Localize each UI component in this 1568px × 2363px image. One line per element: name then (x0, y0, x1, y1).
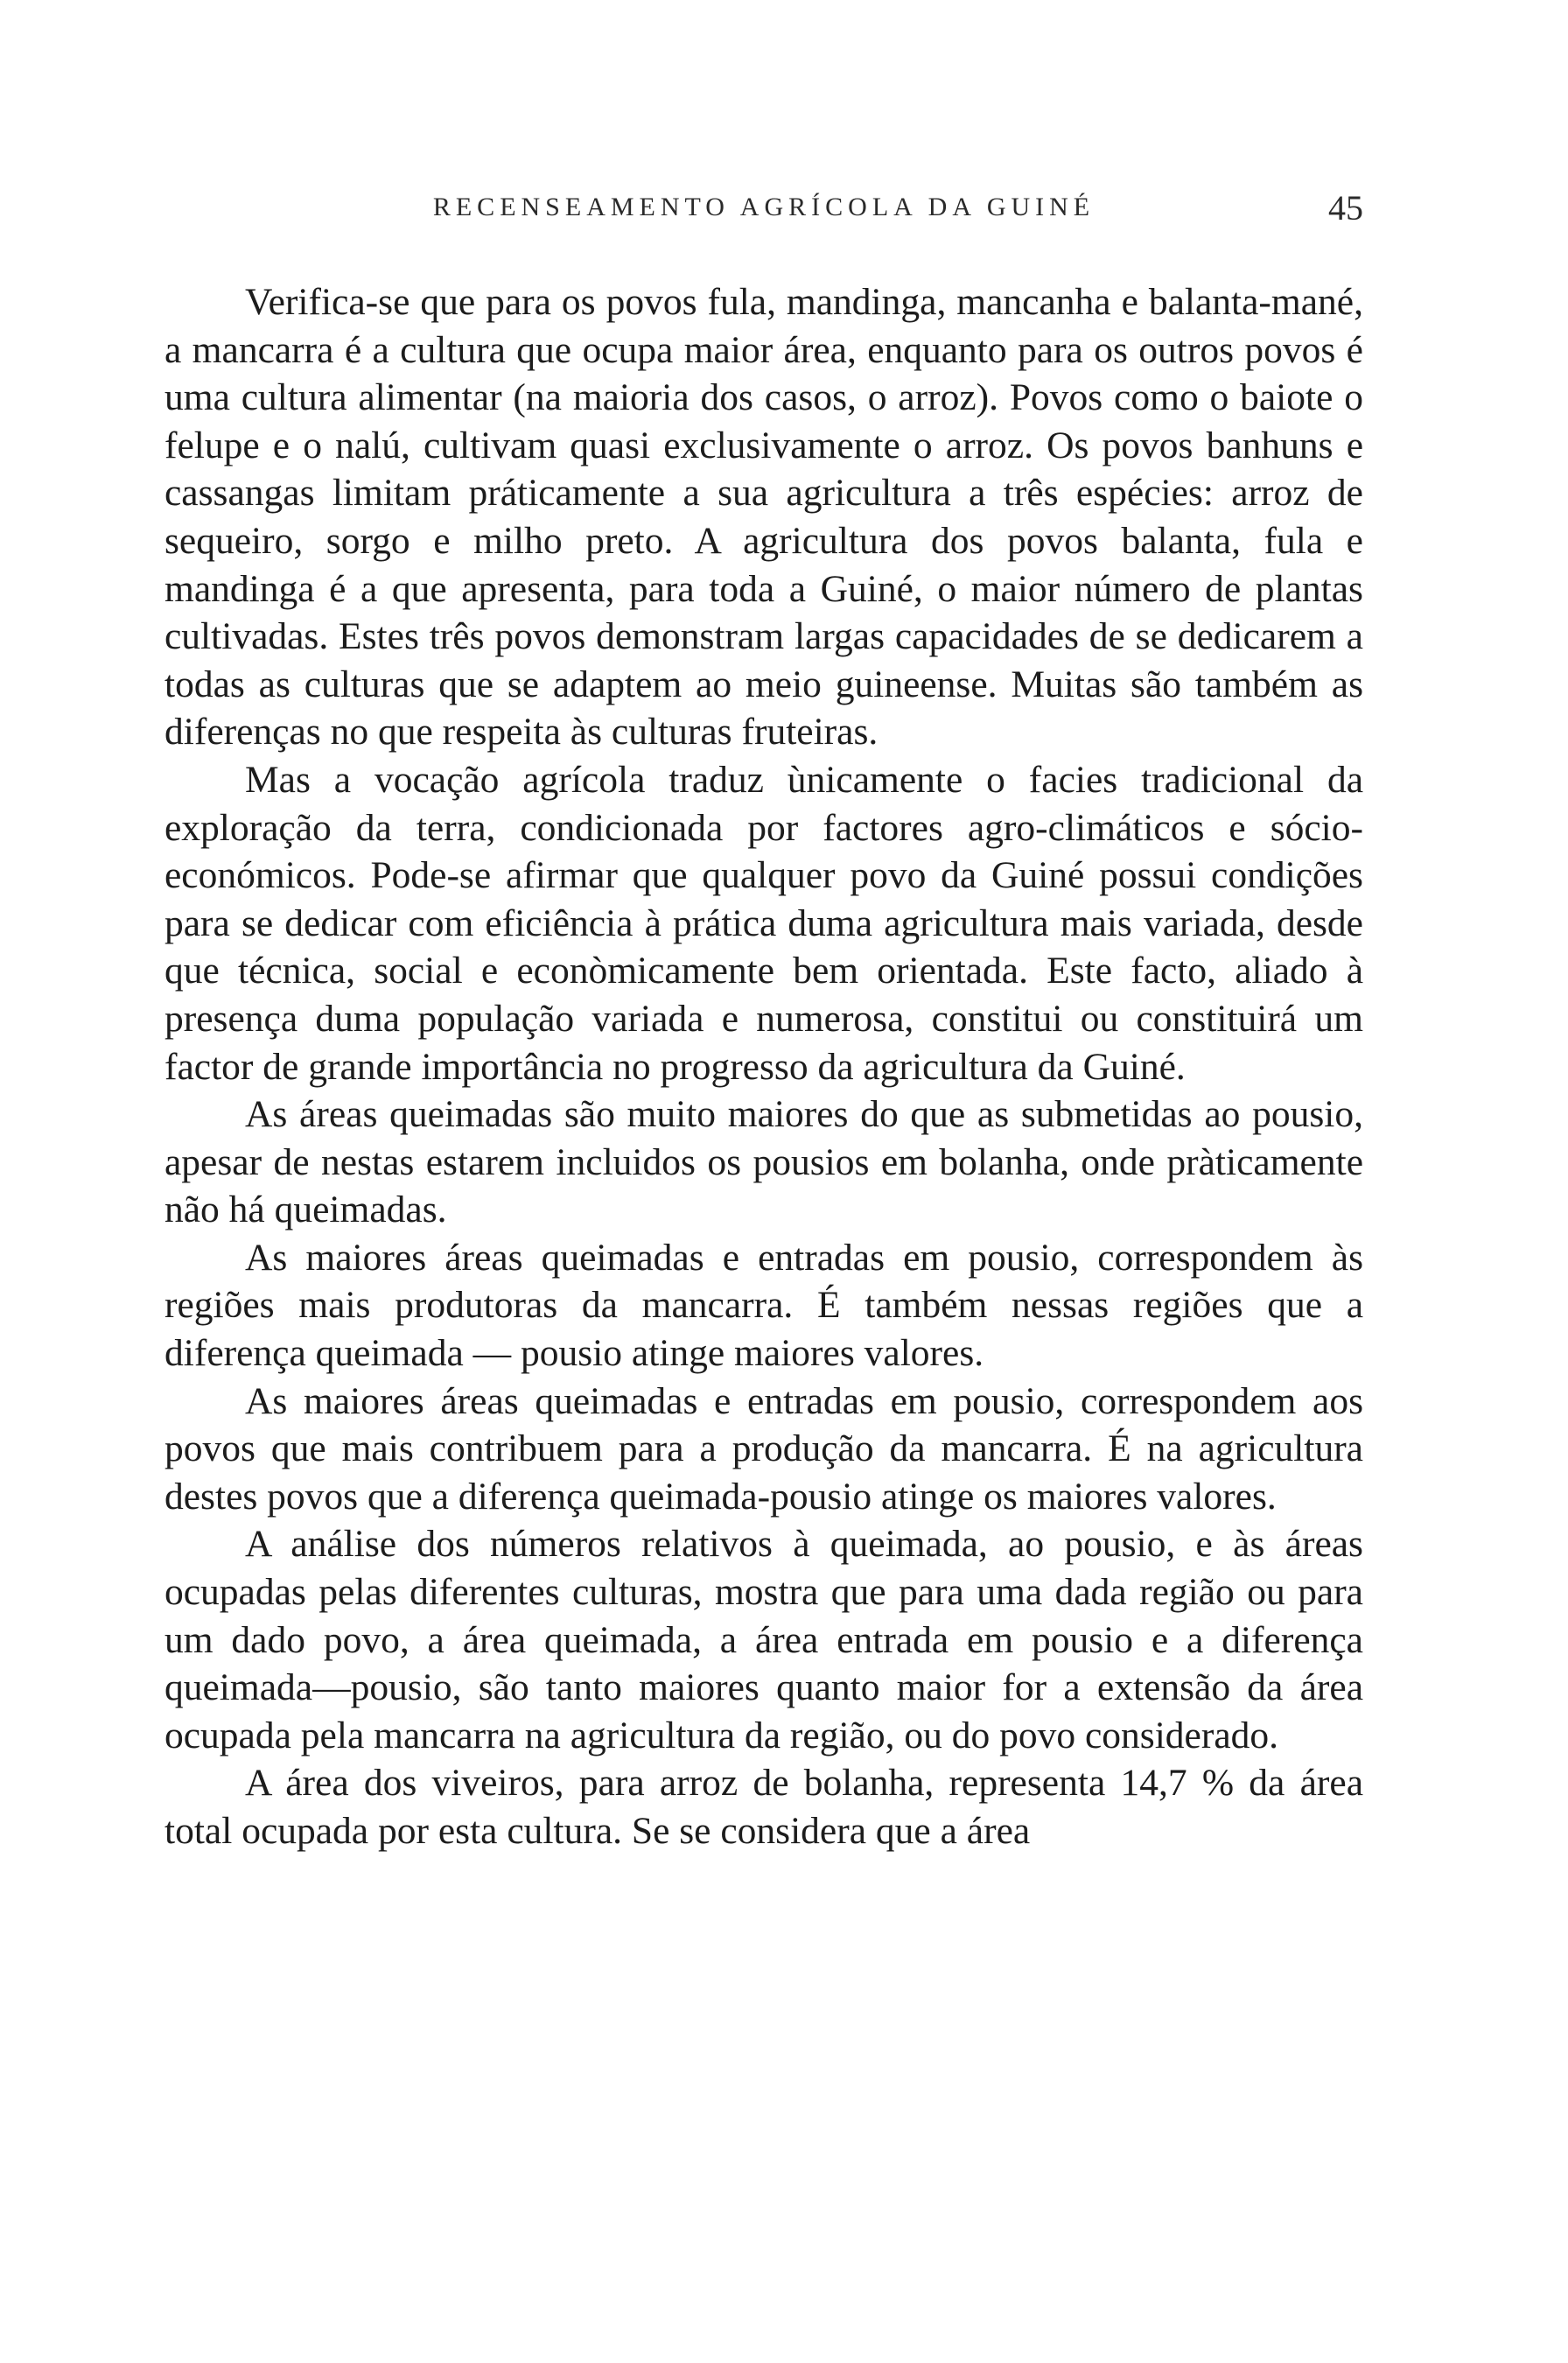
paragraph-3: As áreas queimadas são muito maiores do que as submetidas ao pousio, apesar de nestas estarem incluidos os pousios em bolanha, onde pràticamente não há queimadas. (164, 1093, 1363, 1231)
running-title: RECENSEAMENTO AGRÍCOLA DA GUINÉ (432, 193, 1096, 221)
body-text (164, 278, 1363, 1855)
paragraph-6: A análise dos números relativos à queimada, ao pousio, e às áreas ocupadas pelas diferentes culturas, mostra que para uma dada região ou para um dado povo, a área queimada, a área entrada em pousio e a diferença queimada—pousio, são tanto maiores quanto maior for a extensão da área ocupada pela mancarra na agricultura da região, ou do povo considerado. (164, 1523, 1363, 1756)
paragraph-2: Mas a vocação agrícola traduz ùnicamente o facies tradicional da exploração da terra, condicionada por factores agro-climáticos e sócio-económicos. Pode-se afirmar que qualquer povo da Guiné possui condições para se dedicar com eficiência à prática duma agricultura mais variada, desde que técnica, social e econòmicamente bem orientada. Este facto, aliado à presença duma população variada e numerosa, constitui ou constituirá um factor de grande importância no progresso da agricultura da Guiné. (164, 758, 1363, 1088)
page-number: 45 (1328, 188, 1363, 228)
running-head (164, 187, 1363, 231)
paragraph-4: As maiores áreas queimadas e entradas em pousio, correspondem às regiões mais produtoras da mancarra. É também nessas regiões que a diferença queimada — pousio atinge maiores valores. (164, 1236, 1363, 1375)
paragraph-1: Verifica-se que para os povos fula, mandinga, mancanha e balanta-mané, a mancarra é a cultura que ocupa maior área, enquanto para os outros povos é uma cultura alimentar (na maioria dos casos, o arroz). Povos como o baiote o felupe e o nalú, cultivam quasi exclusivamente o arroz. Os povos banhuns e cassangas limitam práticamente a sua agricultura a três espécies: arroz de sequeiro, sorgo e milho preto. A agricultura dos povos balanta, fula e mandinga é a que apresenta, para toda a Guiné, o maior número de plantas cultivadas. Estes três povos demonstram largas capacidades de se dedicarem a todas as culturas que se adaptem ao meio guineense. Muitas são também as diferenças no que respeita às culturas fruteiras. (164, 281, 1363, 754)
paragraph-5: As maiores áreas queimadas e entradas em pousio, correspondem aos povos que mais contribuem para a produção da mancarra. É na agricultura destes povos que a diferença queimada-pousio atinge os maiores valores. (164, 1379, 1363, 1518)
paragraph-7: A área dos viveiros, para arroz de bolanha, representa 14,7 % da área total ocupada por esta cultura. Se se considera que a área (164, 1762, 1363, 1852)
